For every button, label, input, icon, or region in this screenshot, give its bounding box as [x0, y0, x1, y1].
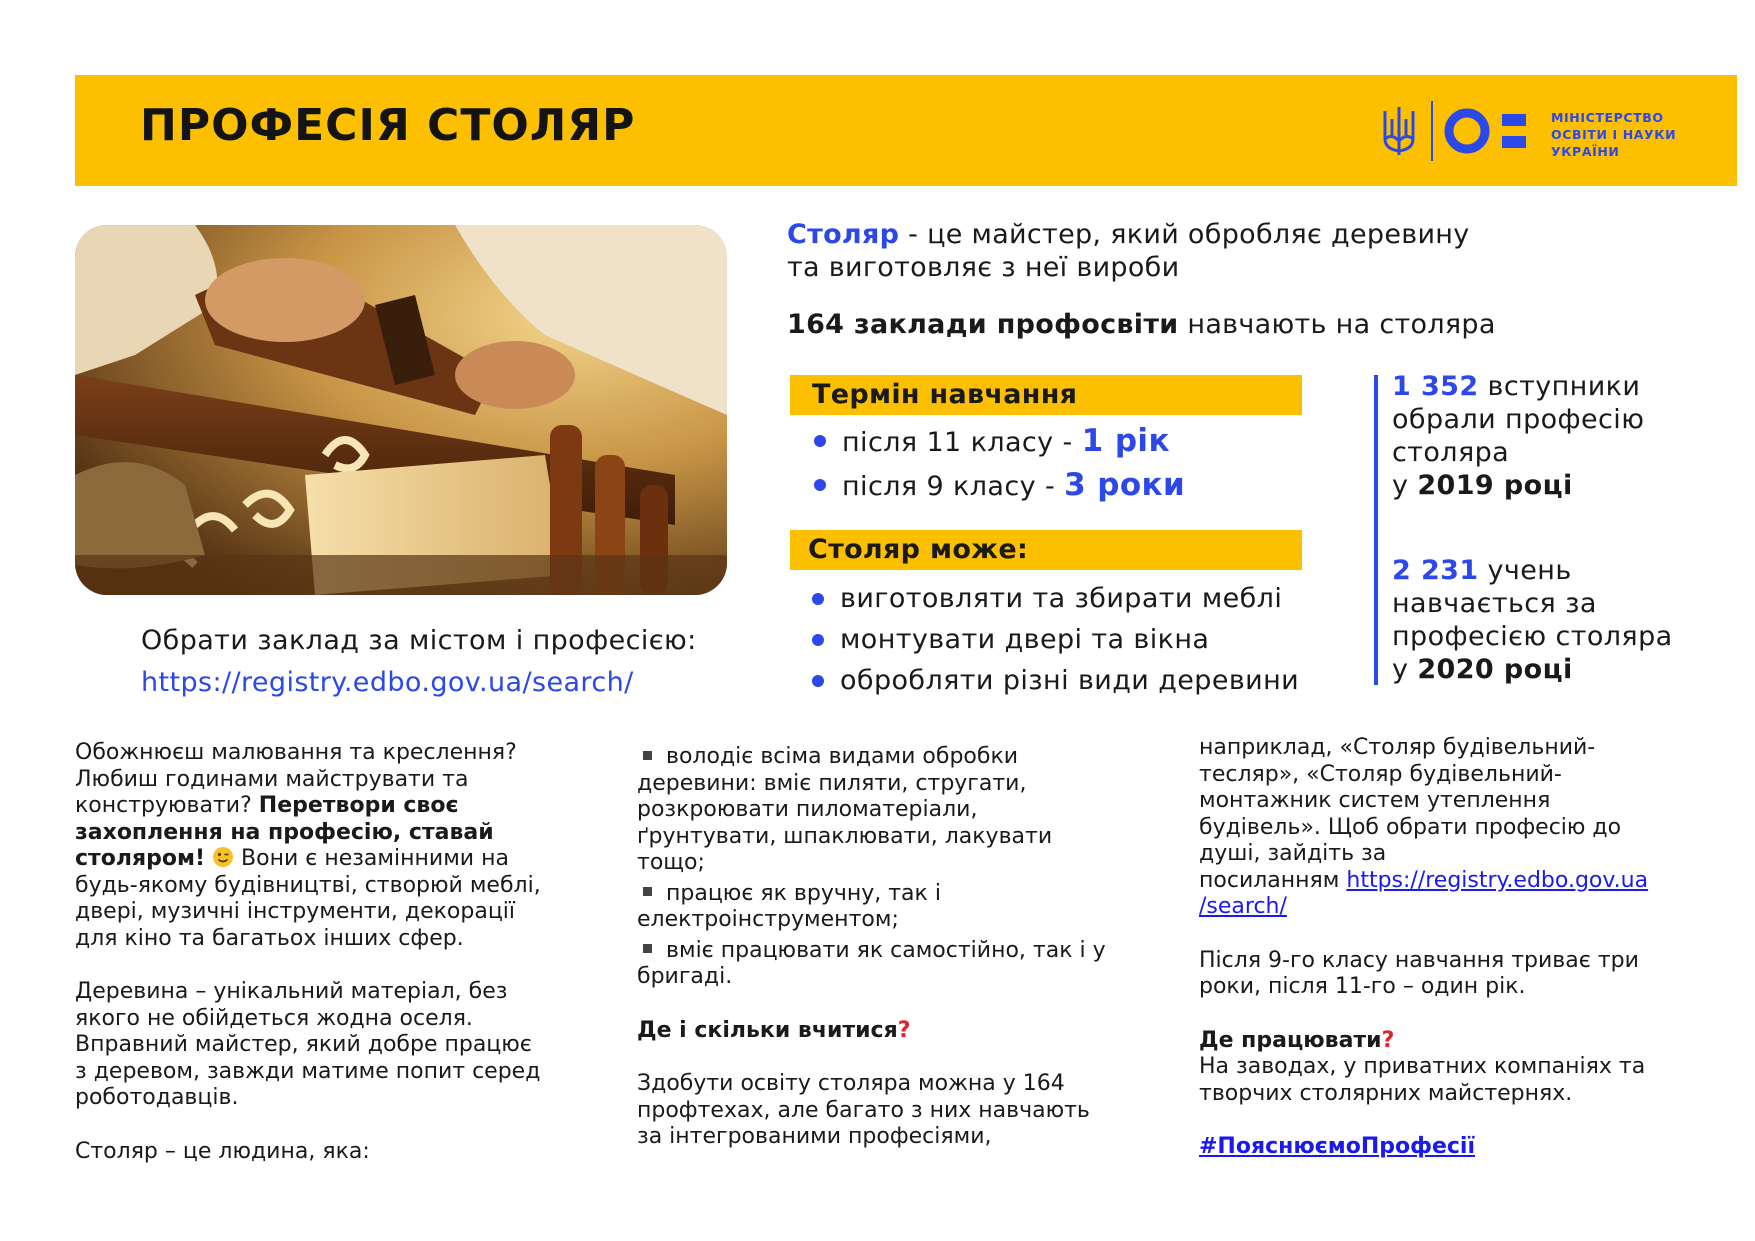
section-heading: Де і скільки вчитися?	[637, 1017, 911, 1043]
carpenter-photo	[75, 225, 727, 595]
definition-term: Столяр	[787, 219, 900, 250]
square-bullet-icon	[643, 751, 652, 760]
mon-o-icon	[1444, 108, 1544, 154]
logo-divider	[1431, 101, 1433, 161]
hashtag	[1199, 1134, 1719, 1161]
can-do-heading: Столяр може:	[790, 530, 1302, 570]
paragraph: Обожнюєш малювання та креслення? Любиш годинами майструвати та конструювати? Перетвори своє захоплення на професію, ставай столяром! Вони є незамінними на будь-якому будівництві, створюй меблі, двері, музичні інструменти, декорації для кіно та багатьох інших сфер.	[75, 740, 541, 951]
can-do-list	[810, 578, 1299, 701]
list-item: виготовляти та збирати меблі	[810, 578, 1299, 619]
choose-label: Обрати заклад за містом і професією:	[141, 625, 697, 656]
stat-students: 2 231 учень навчається за професією столяра у 2020 році	[1392, 555, 1673, 685]
square-bullet-icon	[643, 944, 652, 953]
institutions-count: 164 заклади профосвіти навчають на столяра	[787, 309, 1496, 340]
stats-divider	[1374, 375, 1378, 685]
trident-icon	[1381, 105, 1417, 157]
list-item: працює як вручну, так і електроінструментом;	[637, 880, 941, 932]
carpenter-photo-illustration	[75, 225, 727, 595]
list-item: обробляти різні види деревини	[810, 660, 1299, 701]
text-column-2	[637, 744, 1137, 1151]
duration-heading: Термін навчання	[790, 375, 1302, 415]
text-column-1	[75, 740, 575, 1165]
wink-emoji-icon	[212, 846, 234, 868]
question-mark-icon: ?	[897, 1017, 911, 1043]
stat-applicants: 1 352 вступники обрали професію столяра у 2019 році	[1392, 371, 1645, 501]
text-column-3	[1199, 735, 1719, 1161]
paragraph: Столяр – це людина, яка:	[75, 1138, 370, 1164]
list-item: після 11 класу - 1 рік	[812, 420, 1185, 464]
page-title: ПРОФЕСІЯ СТОЛЯР	[140, 100, 636, 151]
list-item: після 9 класу - 3 роки	[812, 464, 1185, 508]
ministry-logo	[1381, 97, 1691, 163]
registry-link[interactable]: https://registry.edbo.gov.ua/search/	[141, 667, 634, 698]
square-bullet-icon	[643, 887, 652, 896]
paragraph: наприклад, «Столяр будівельний- тесляр», «Столяр будівельний- монтажник систем утеплення будівель». Щоб обрати професію до душі, зайдіть за посиланням https://registry.edbo.gov.ua /search/	[1199, 735, 1649, 919]
duration-list	[812, 420, 1185, 508]
hashtag-link[interactable]: #ПояснюємоПрофесії	[1199, 1134, 1475, 1159]
paragraph: Здобути освіту столяра можна у 164 профтехах, але багато з них навчають за інтегрованими професіями,	[637, 1071, 1090, 1149]
choose-institution	[141, 620, 697, 704]
list-item: монтувати двері та вікна	[810, 619, 1299, 660]
list-item: вміє працювати як самостійно, так і у бригаді.	[637, 937, 1106, 989]
profession-definition: Столяр - це майстер, який обробляє деревину та виготовляє з неї вироби	[787, 219, 1470, 283]
section-heading: Де працювати?	[1199, 1027, 1395, 1053]
paragraph: На заводах, у приватних компаніях та творчих столярних майстернях.	[1199, 1054, 1646, 1106]
paragraph: Деревина – унікальний матеріал, без якого не обійдеться жодна оселя. Вправний майстер, який добре працює з деревом, завжди матиме попит серед роботодавців.	[75, 979, 541, 1110]
registry-inline-link[interactable]: https://registry.edbo.gov.ua	[1346, 867, 1649, 893]
header-banner	[75, 75, 1737, 186]
registry-inline-link-cont[interactable]: /search/	[1199, 894, 1287, 919]
list-item: володіє всіма видами обробки деревини: вміє пиляти, стругати, розкроювати пиломатеріали, ґрунтувати, шпаклювати, лакувати тощо;	[637, 744, 1053, 875]
question-mark-icon: ?	[1381, 1027, 1395, 1053]
ministry-name: МІНІСТЕРСТВО ОСВІТИ І НАУКИ УКРАЇНИ	[1551, 110, 1677, 159]
paragraph: Після 9-го класу навчання триває три роки, після 11-го – один рік.	[1199, 947, 1639, 999]
